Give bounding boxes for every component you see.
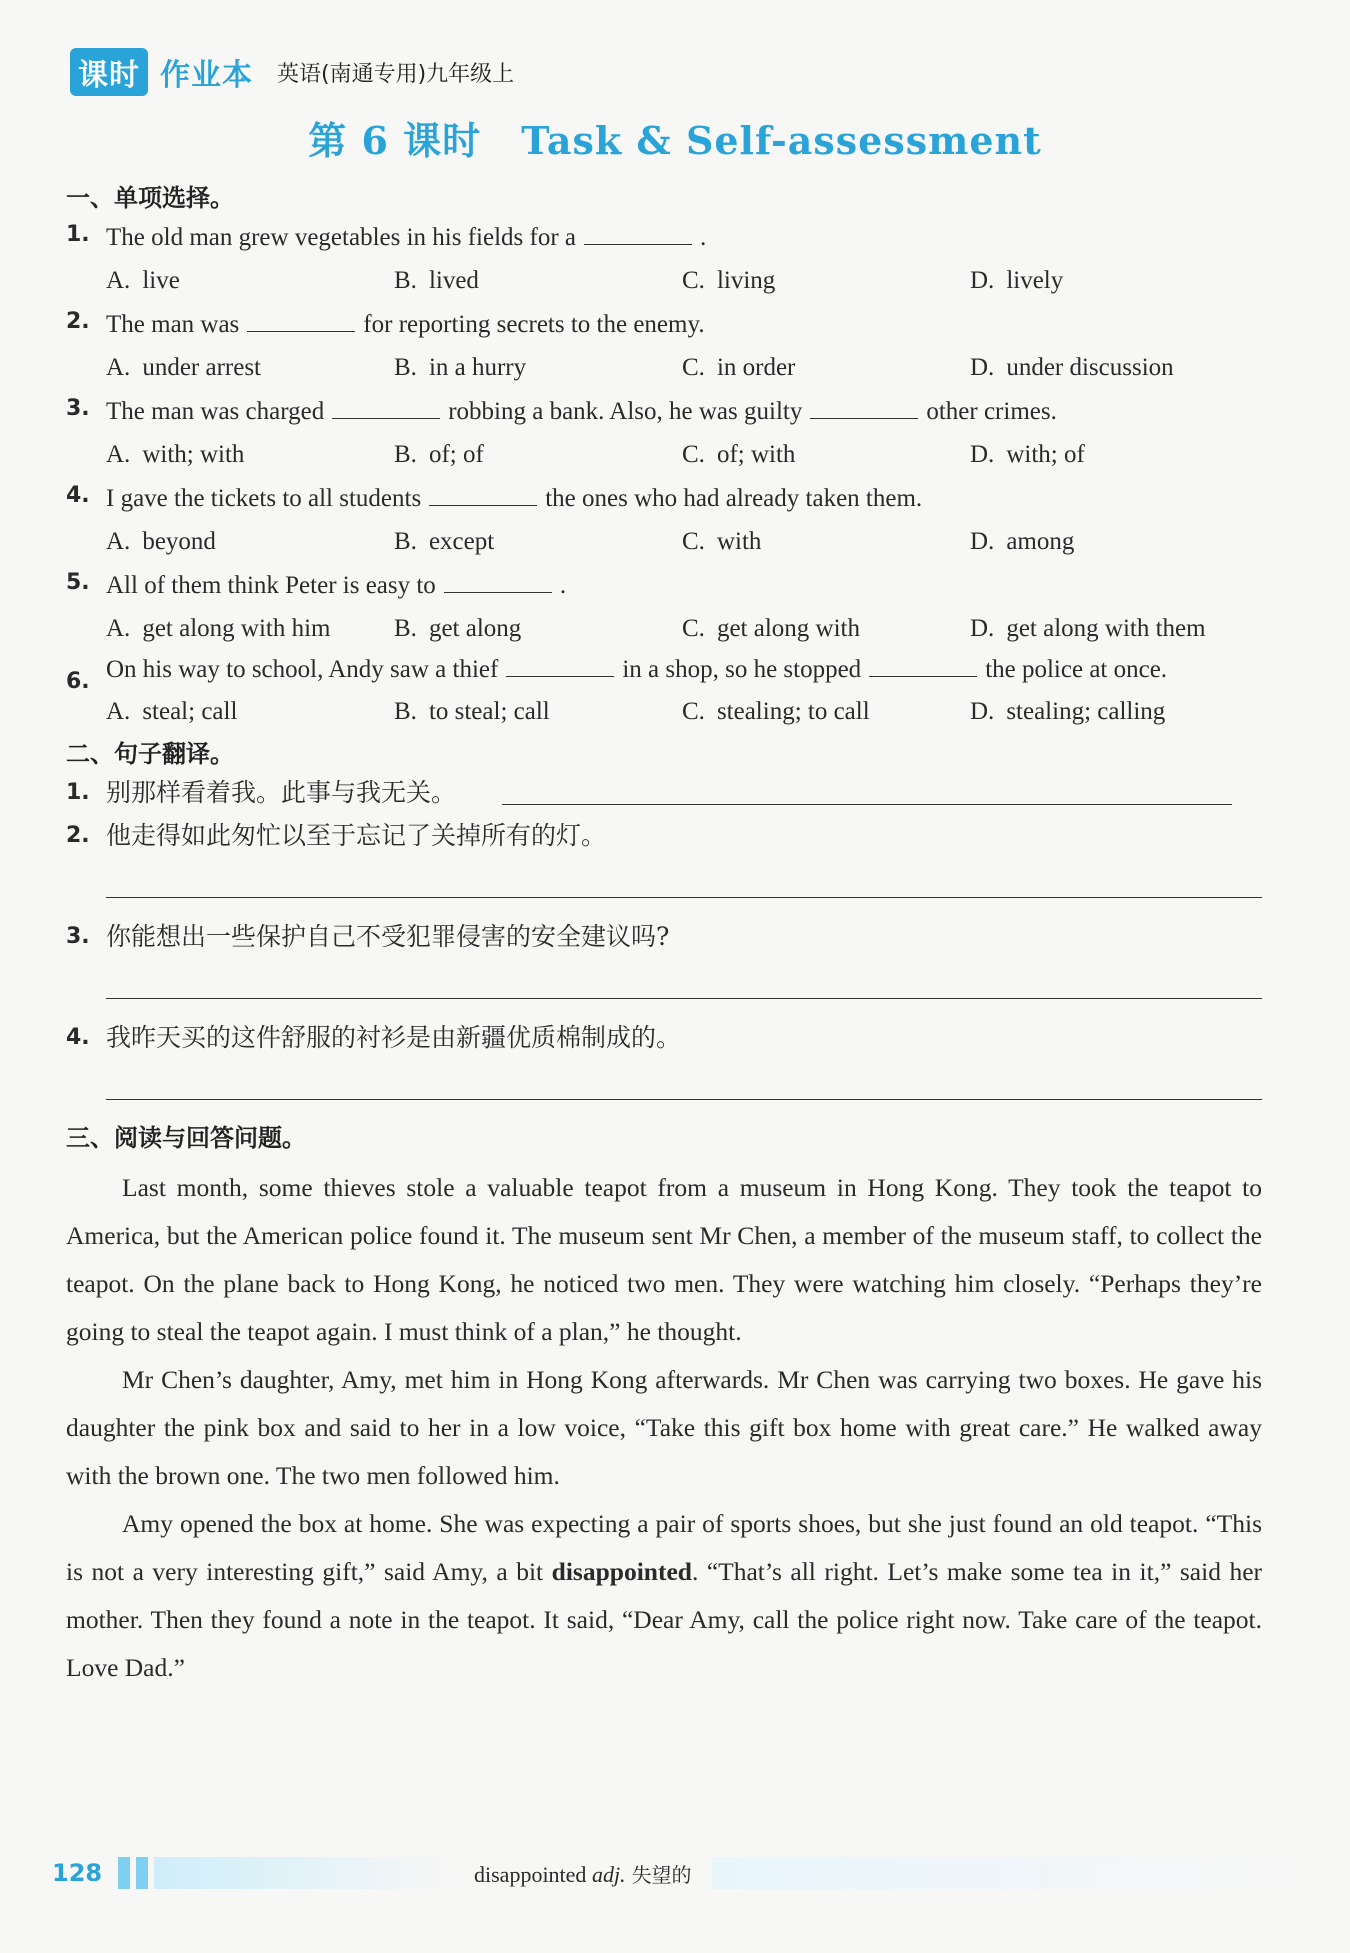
option-b[interactable]: B. to steal; call <box>394 698 550 725</box>
question-number: 3. <box>66 396 90 421</box>
vocabulary-gloss: disappointed adj. 失望的 <box>474 1861 692 1887</box>
passage-paragraph-2: Mr Chen’s daughter, Amy, met him in Hong Kong afterwards. Mr Chen was carrying two boxes. He gave his daughter the pink box and said to her in a low voice, “Take this gift box home with great care.” He walked away with the brown one. The two men followed him. <box>66 1365 1262 1490</box>
section-heading-translation: 二、句子翻译。 <box>66 740 234 768</box>
translation-item-1 <box>66 780 1262 805</box>
choice-question-3 <box>66 398 1262 467</box>
passage-paragraph-1: Last month, some thieves stole a valuable teapot from a museum in Hong Kong. They took the teapot to America, but the American police found it. The museum sent Mr Chen, a member of the museum staff, to collect the teapot. On the plane back to Hong Kong, he noticed two men. They were watching him closely. “Perhaps they’re going to steal the teapot again. I must think of a plan,” he thought. <box>66 1173 1262 1346</box>
item-text: 你能想出一些保护自己不受犯罪侵害的安全建议吗? <box>106 922 670 951</box>
option-b[interactable]: B. of; of <box>394 441 484 468</box>
question-text-mid: in a shop, so he stopped <box>622 656 862 683</box>
option-b[interactable]: B. in a hurry <box>394 354 527 381</box>
option-c[interactable]: C. of; with <box>682 441 796 468</box>
option-c[interactable]: C. in order <box>682 354 796 381</box>
option-c[interactable]: C. living <box>682 267 776 294</box>
page-footer <box>52 1855 1302 1891</box>
question-text-end: other crimes. <box>926 398 1057 425</box>
option-a[interactable]: A. live <box>106 267 180 294</box>
answer-line[interactable] <box>106 1098 1262 1100</box>
answer-blank[interactable] <box>869 656 977 677</box>
options-row <box>66 355 1262 380</box>
brand-logo-badge: 课时 <box>70 48 148 96</box>
lesson-title <box>0 110 1350 165</box>
answer-blank[interactable] <box>506 656 614 677</box>
option-a[interactable]: A. steal; call <box>106 698 238 725</box>
translation-item-4 <box>66 1025 1262 1050</box>
options-row <box>66 616 1262 641</box>
question-text: All of them think Peter is easy to <box>106 572 436 599</box>
option-b[interactable]: B. except <box>394 528 495 555</box>
item-text: 他走得如此匆忙以至于忘记了关掉所有的灯。 <box>106 821 607 850</box>
section-heading-reading: 三、阅读与回答问题。 <box>66 1124 306 1152</box>
section-heading-choice: 一、单项选择。 <box>66 184 234 212</box>
reading-passage <box>66 1164 1262 1692</box>
option-d[interactable]: D. get along with them <box>970 615 1206 642</box>
option-b[interactable]: B. get along <box>394 615 522 642</box>
question-number: 4. <box>66 483 90 508</box>
question-text-end: the ones who had already taken them. <box>545 485 923 512</box>
question-text: The man was <box>106 311 240 338</box>
question-text-end: for reporting secrets to the enemy. <box>363 311 705 338</box>
option-d[interactable]: D. with; of <box>970 441 1085 468</box>
footer-decoration-fade-right <box>712 1857 1302 1889</box>
question-number: 2. <box>66 309 90 334</box>
question-text-end: the police at once. <box>985 656 1168 683</box>
answer-line[interactable] <box>106 997 1262 999</box>
answer-blank[interactable] <box>810 398 918 419</box>
option-c[interactable]: C. stealing; to call <box>682 698 870 725</box>
footer-decoration <box>118 1857 148 1889</box>
option-a[interactable]: A. get along with him <box>106 615 331 642</box>
item-number: 3. <box>66 924 90 949</box>
brand-header <box>70 48 514 96</box>
question-text: The man was charged <box>106 398 325 425</box>
brand-name: 作业本 <box>160 58 253 93</box>
glossed-word: disappointed <box>551 1557 692 1586</box>
item-number: 2. <box>66 823 90 848</box>
translation-item-3 <box>66 924 1262 949</box>
question-number: 1. <box>66 222 90 247</box>
question-number: 6. <box>66 669 90 694</box>
item-number: 1. <box>66 780 90 805</box>
answer-line[interactable] <box>502 780 1232 805</box>
choice-question-4 <box>66 485 1262 554</box>
answer-blank[interactable] <box>444 572 552 593</box>
option-a[interactable]: A. beyond <box>106 528 216 555</box>
question-text: I gave the tickets to all students <box>106 485 422 512</box>
option-c[interactable]: C. with <box>682 528 762 555</box>
subject-label: 英语(南通专用)九年级上 <box>277 61 515 87</box>
option-c[interactable]: C. get along with <box>682 615 860 642</box>
question-text-end: . <box>559 572 567 599</box>
item-text: 别那样看着我。此事与我无关。 <box>106 778 457 807</box>
options-row <box>66 268 1262 293</box>
choice-question-2 <box>66 311 1262 380</box>
option-d[interactable]: D. stealing; calling <box>970 698 1166 725</box>
option-d[interactable]: D. lively <box>970 267 1064 294</box>
choice-question-6 <box>66 647 1262 724</box>
translation-item-2 <box>66 823 1262 848</box>
question-text: On his way to school, Andy saw a thief <box>106 656 499 683</box>
lesson-topic: Task & Self-assessment <box>521 118 1042 163</box>
option-d[interactable]: D. under discussion <box>970 354 1174 381</box>
page-content <box>66 176 1262 1692</box>
options-row <box>66 529 1262 554</box>
item-number: 4. <box>66 1025 90 1050</box>
answer-blank[interactable] <box>332 398 440 419</box>
question-text-end: . <box>700 224 707 251</box>
passage-paragraph-3: Amy opened the box at home. She was expecting a pair of sports shoes, but she just found an old teapot. “This is not a very interesting gift,” said Amy, a bit disappointed. “That’s all right. Let’s make some tea in it,” said her mother. Then they found a note in the teapot. It said, “Dear Amy, call the police right now. Take care of the teapot. Love Dad.” <box>66 1509 1263 1682</box>
lesson-number: 第 6 课时 <box>308 118 482 163</box>
page-number: 128 <box>52 1859 103 1887</box>
option-a[interactable]: A. under arrest <box>106 354 262 381</box>
footer-decoration-fade <box>154 1857 454 1889</box>
question-text: The old man grew vegetables in his fields for a <box>106 224 576 251</box>
answer-blank[interactable] <box>584 224 692 245</box>
options-row <box>66 442 1262 467</box>
question-number: 5. <box>66 570 90 595</box>
answer-blank[interactable] <box>247 311 355 332</box>
answer-blank[interactable] <box>429 485 537 506</box>
option-b[interactable]: B. lived <box>394 267 479 294</box>
options-row <box>66 699 1262 724</box>
answer-line[interactable] <box>106 896 1262 898</box>
choice-question-1 <box>66 224 1262 293</box>
item-text: 我昨天买的这件舒服的衬衫是由新疆优质棉制成的。 <box>106 1023 682 1052</box>
option-d[interactable]: D. among <box>970 528 1075 555</box>
question-text-mid: robbing a bank. Also, he was guilty <box>448 398 803 425</box>
choice-question-5 <box>66 572 1262 641</box>
option-a[interactable]: A. with; with <box>106 441 245 468</box>
